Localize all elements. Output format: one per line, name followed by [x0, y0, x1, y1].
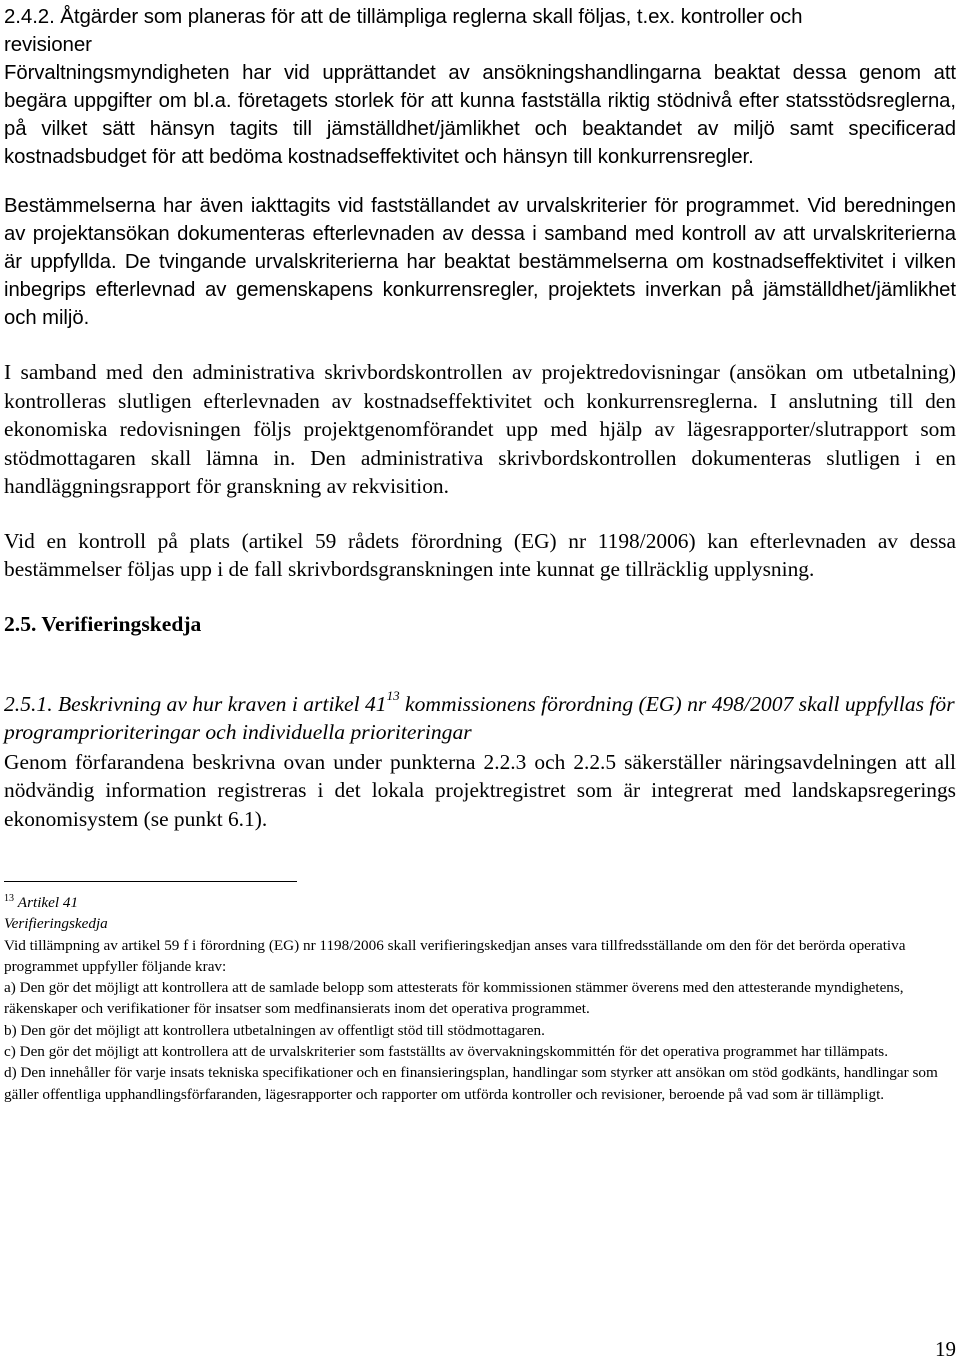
footnote [4, 892, 956, 1105]
paragraph-4: Vid en kontroll på plats (artikel 59 rådets förordning (EG) nr 1198/2006) kan efterlevnaden av dessa bestämmelser följas upp i de fall skrivbordsgranskningen inte kunnat ge tillräcklig upplysning. [4, 528, 956, 581]
spacer [4, 638, 956, 690]
footnote-header [4, 892, 956, 913]
paragraph-3: I samband med den administrativa skrivbordskontrollen av projektredovisningar (ansökan om utbetalning) kontrolleras slutligen efterlevnaden av kostnadseffektivitet och konkurrensreglerna. I anslutning till den ekonomiska redovisningen följs projektgenomförandet upp med hjälp av lägesrapporter/slutrapport som stödmottagaren skall lämna in. Den administrativa skrivbordskontrollen dokumenteras slutligen i en handläggningsrapport för granskning av rekvisition. [4, 360, 956, 498]
footnote-item-b: b) Den gör det möjligt att kontrollera utbetalningen av offentligt stöd till stödmottagaren. [4, 1021, 545, 1039]
paragraph-1: Förvaltningsmyndigheten har vid upprättandet av ansökningshandlingarna beaktat dessa genom att begära uppgifter om bl.a. företagets storlek för att kunna fastställa riktig stödnivå efter statsstödsreglerna, på vilket sätt hänsyn tagits till jämställdhet/jämlikhet och beaktandet av miljö samt specificerad kostnadsbudget för att bedöma kostnadseffektivitet och hänsyn till konkurrensregler. [4, 62, 956, 168]
spacer [4, 501, 956, 527]
footnote-article: Artikel 41 [17, 894, 79, 911]
paragraph-5: Genom förfarandena beskrivna ovan under punkterna 2.2.3 och 2.2.5 säkerställer näringsavdelningen att all nödvändig information registreras i det lokala projektregistret som är integrerat med landskapsregerings ekonomisystem (se punkt 6.1). [4, 749, 956, 831]
page-number: 19 [935, 1337, 956, 1361]
spacer [4, 882, 956, 892]
paragraph-2: Bestämmelserna har även iakttagits vid fastställandet av urvalskriterier för programmet. Vid beredningen av projektansökan dokumenteras efterlevnaden av dessa i samband med kontroll av att urvalskriterierna är uppfyllda. De tvingande urvalskriterierna har beaktat bestämmelserna om kostnadseffektivitet i vilken inbegrips efterlevnad av gemenskapens konkurrensregler, projektets inverkan på jämställdhet/jämlikhet och miljö. [4, 195, 956, 329]
spacer [4, 171, 956, 192]
footnote-reference: 13 [386, 688, 400, 704]
section-title-2-5: 2.5. Verifieringskedja [4, 611, 202, 636]
footnote-item-c: c) Den gör det möjligt att kontrollera att de urvalskriterier som fastställts av övervakningskommittén för det operativa programmet har tillämpats. [4, 1043, 888, 1061]
section-title-part2: kommissionens förordning (EG) nr 498/2007 skall uppfyllas för programprioriteringar och individuella prioriteringar [4, 691, 955, 744]
section-title-part1: 2.5.1. Beskrivning av hur kraven i artikel 41 [4, 691, 387, 716]
footnote-title: Verifieringskedja [4, 915, 108, 933]
spacer [4, 332, 956, 358]
section-heading-line1: 2.4.2. Åtgärder som planeras för att de tillämpliga reglerna skall följas, t.ex. kontroller och [4, 5, 803, 28]
footnote-number: 13 [4, 892, 14, 904]
footnote-item-d: d) Den innehåller för varje insats tekniska specifikationer och en finansieringsplan, handlingar som styrker att ansökan om stöd godkänts, handlingar som gäller offentliga upphandlingsförfaranden, lägesrapporter och rapporter om utförda kontroller och revisioner, beroende på vad som är tillämpligt. [4, 1064, 938, 1103]
spacer [4, 584, 956, 610]
section-heading-line2: revisioner [4, 33, 92, 56]
footnote-intro: Vid tillämpning av artikel 59 f i förordning (EG) nr 1198/2006 skall verifieringskedjan anses vara tillfredsställande om den för det berörda operativa programmet uppfyller följande krav: [4, 936, 906, 975]
section-title-2-5-1 [4, 690, 956, 746]
footnote-item-a: a) Den gör det möjligt att kontrollera att de samlade belopp som attesterats för kommissionen stämmer överens med den attesterande myndighetens, räkenskaper och verifikationer för insatser som medfinansierats inom det operativa programmet. [4, 979, 904, 1018]
spacer [4, 833, 956, 881]
